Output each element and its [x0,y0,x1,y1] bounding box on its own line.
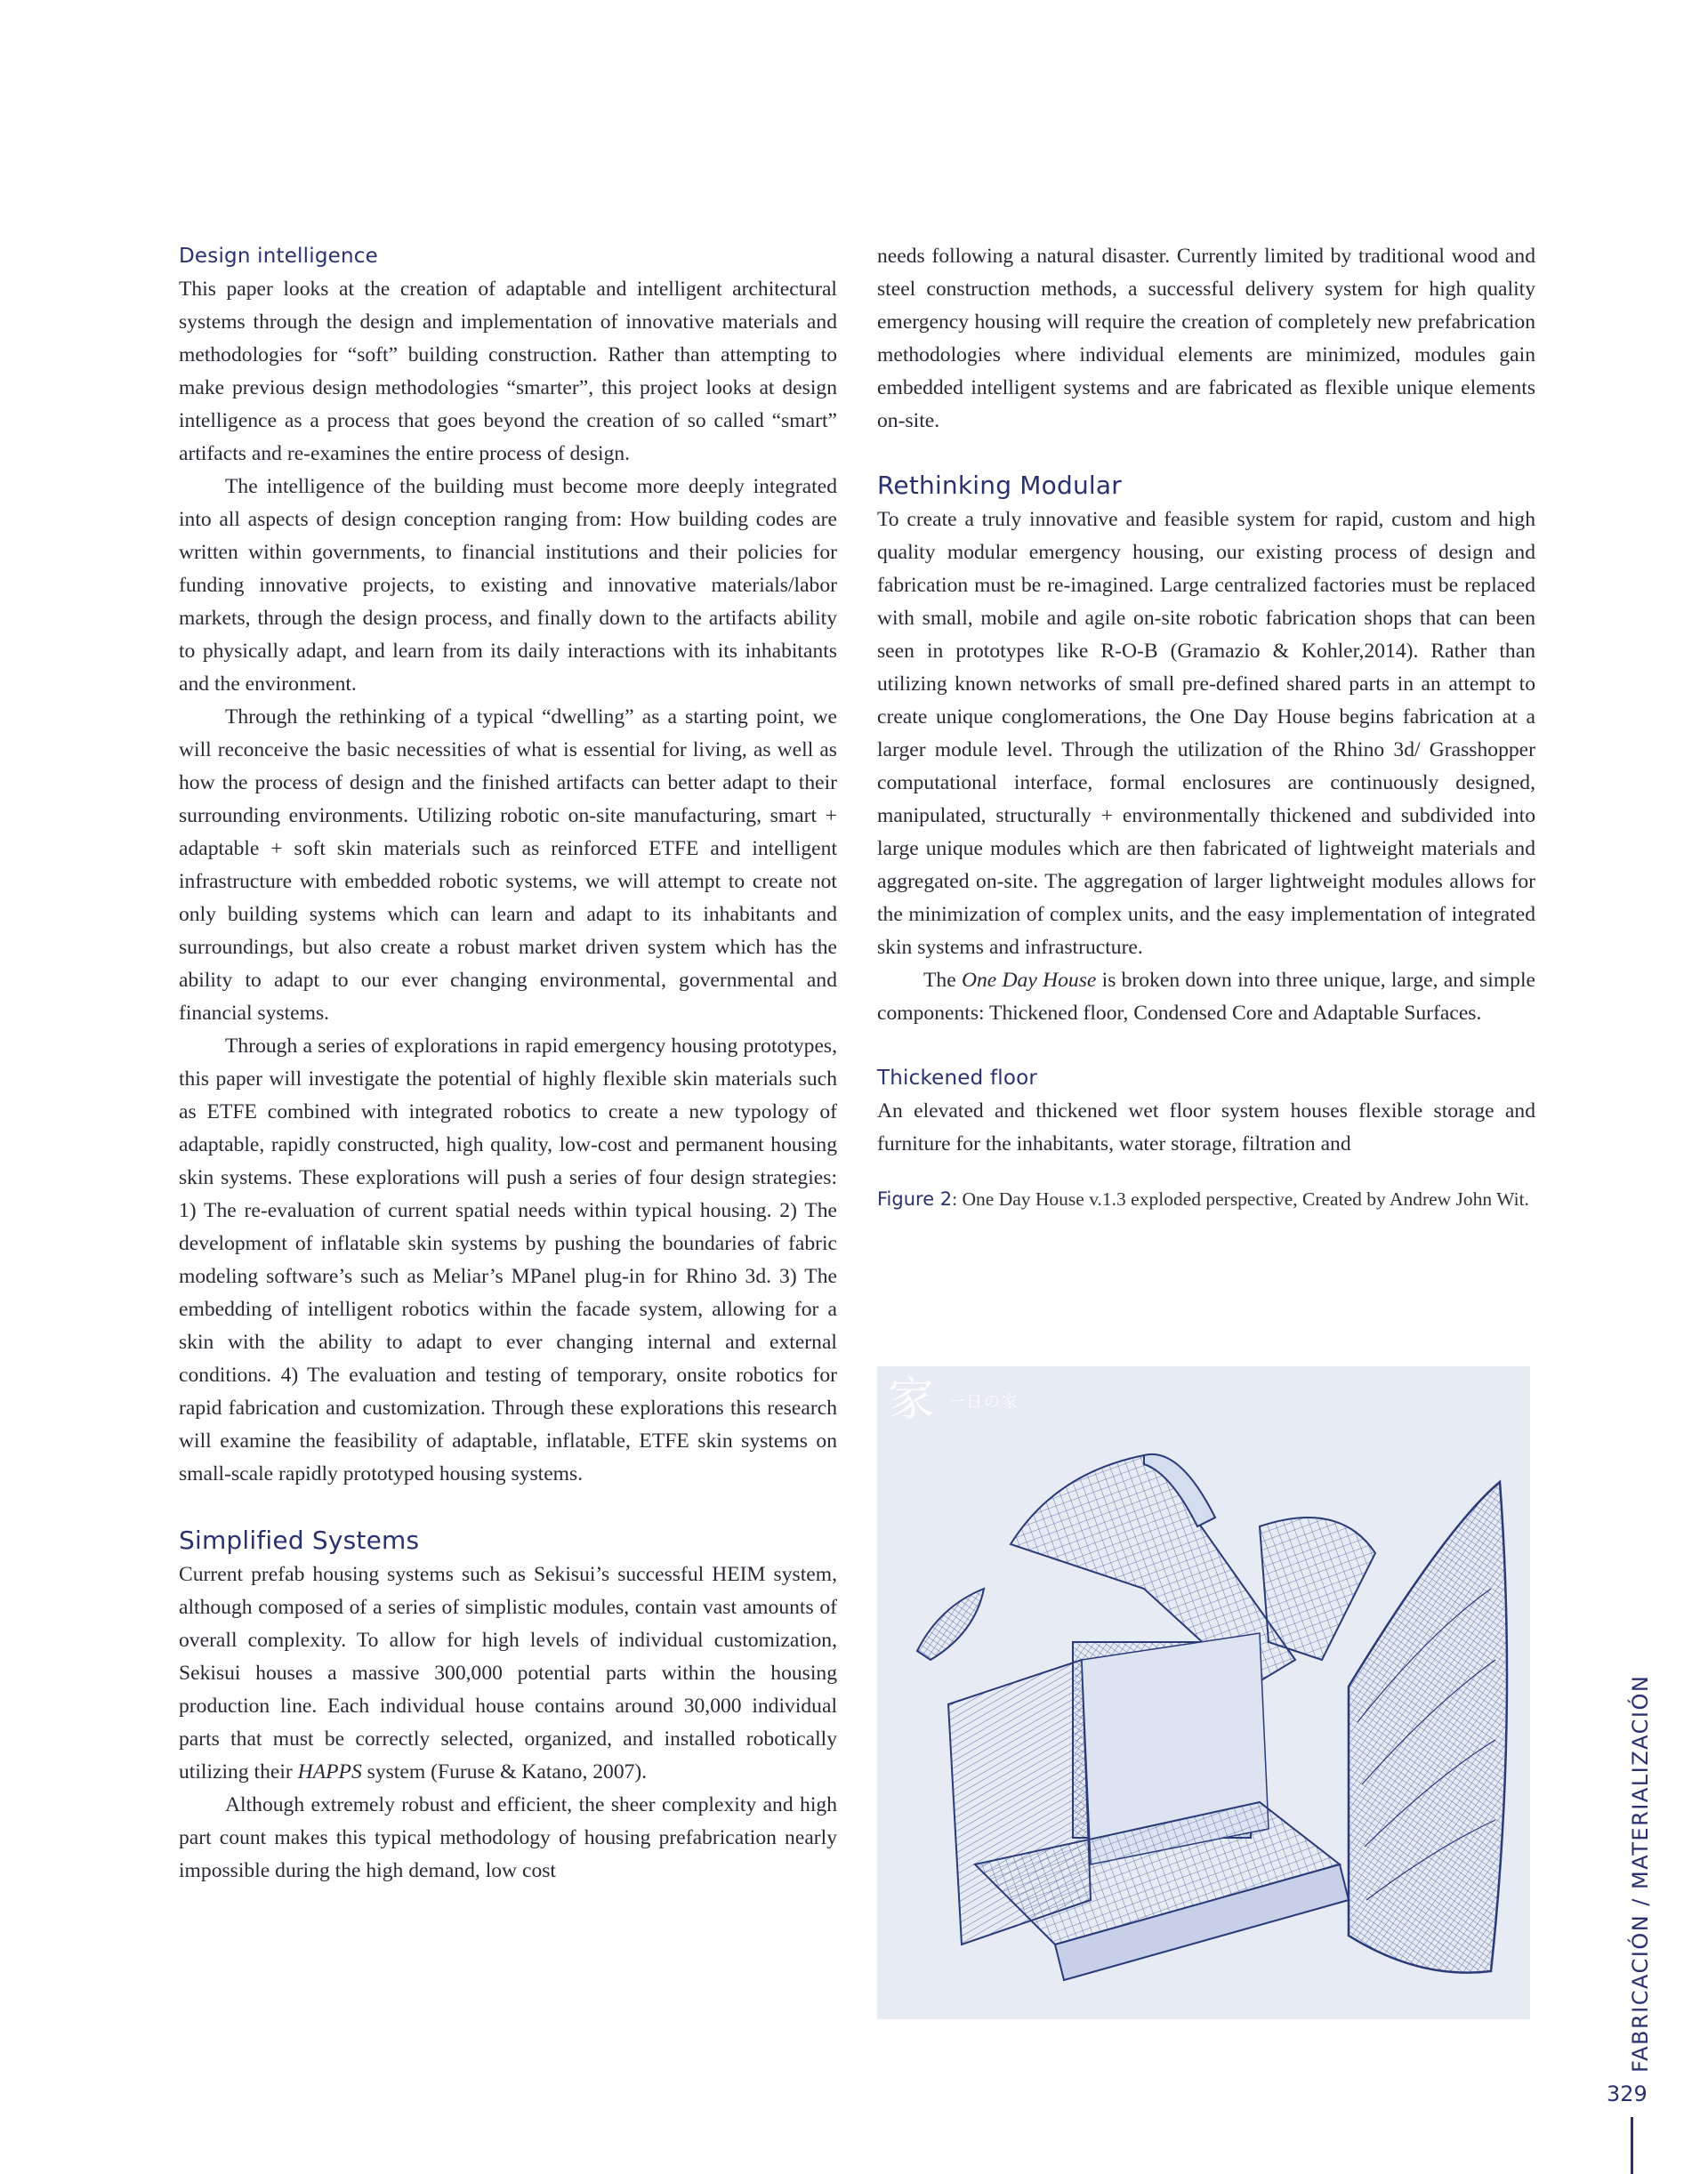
upper-shell [1260,1518,1375,1660]
paragraph [877,964,1535,1030]
section-heading-thickened-floor: Thickened floor [877,1067,1038,1090]
emphasis-text: One Day House [961,969,1097,992]
spacer [877,438,1535,468]
section-side-label: FABRICACIÓN / MATERIALIZACIÓN [1628,1674,1653,2073]
paragraph: To create a truly innovative and feasible system for rapid, custom and high quality modular emergency housing, our existing process of design and fabrication must be re-imagined. Large centralized factories must be replaced with small, mobile and agile on-site robotic fabrication shops that can been seen in prototypes like R-O-B (Gramazio & Kohler,2014). Rather than utilizing known networks of small pre-defined shared parts in an attempt to create unique conglomerations, the One Day House begins fabrication at a larger module level. Through the utilization of the Rhino 3d/ Grasshopper computational interface, formal enclosures are continuously designed, manipulated, structurally + environmentally thickened and subdivided into large unique modules which are then fabricated of lightweight materials and aggregated on-site. The aggregation of larger lightweight modules allows for the minimization of complex units, and the easy implementation of integrated skin systems and infrastructure. [877,508,1535,959]
paragraph: This paper looks at the creation of adaptable and intelligent architectural systems through the design and implementation of innovative materials and methodologies for “soft” building construction. Rather than attempting to make previous design methodologies “smarter”, this project looks at design intelligence as a process that goes beyond the creation of so called “smart” artifacts and re-examines the entire process of design. [179,278,837,465]
section-heading-rethinking-modular: Rethinking Modular [877,471,1122,500]
figure-exploded-perspective [877,1366,1530,2019]
right-column [877,240,1535,1214]
paragraph: The intelligence of the building must become more deeply integrated into all aspects of design conception ranging from: How building codes are written within governments, to financial institutions and their policies for funding innovative projects, to existing and innovative materials/labor markets, through the design process, and finally down to the artifacts ability to physically adapt, and learn from its daily interactions with its inhabitants and the environment. [179,475,837,696]
figure-label: Figure 2 [877,1188,953,1210]
section-heading-simplified-systems: Simplified Systems [179,1526,420,1555]
figure-caption [877,1184,1535,1214]
paragraph: An elevated and thickened wet floor system houses flexible storage and furniture for the inhabitants, water storage, filtration and [877,1099,1535,1155]
paragraph-text: system (Furuse & Katano, 2007). [361,1760,648,1783]
figure-watermark-mark: 家 [888,1373,935,1427]
section-heading-design-intelligence: Design intelligence [179,245,378,268]
paragraph: Through the rethinking of a typical “dwelling” as a starting point, we will reconceive the basic necessities of what is essential for living, as well as how the process of design and the finished artifacts can better adapt to their surrounding environments. Utilizing robotic on-site manufacturing, smart + adaptable + soft skin materials such as reinforced ETFE and intelligent infrastructure with embedded robotic systems, we will attempt to create not only building systems which can learn and adapt to its inhabitants and surroundings, but also create a robust market driven system which has the ability to adapt to our ever changing environmental, governmental and financial systems. [179,705,837,1025]
left-column [179,240,837,1888]
paragraph: Through a series of explorations in rapid emergency housing prototypes, this paper will investigate the potential of highly flexible skin materials such as ETFE combined with integrated robotics to create a new typology of adaptable, rapidly constructed, high quality, low-cost and permanent housing skin systems. These explorations will push a series of four design strategies: 1) The re-evaluation of current spatial needs within typical housing. 2) The development of inflatable skin systems by pushing the boundaries of fabric modeling software’s such as Meliar’s MPanel plug-in for Rhino 3d. 3) The embedding of intelligent robotics within the facade system, allowing for a skin with the ability to adapt to ever changing internal and external conditions. 4) The evaluation and testing of temporary, onsite robotics for rapid fabrication and customization. Through these explorations this research will examine the feasibility of adaptable, inflatable, ETFE skin systems on small-scale rapidly prototyped housing systems. [179,1035,837,1486]
paragraph-text: is broken down into three unique, large, and simple components: Thickened floor, Condensed Core and Adaptable Surfaces. [877,969,1536,1025]
paragraph-text: Current prefab housing systems such as Sekisui’s successful HEIM system, although composed of a series of simplistic modules, contain vast amounts of overall complexity. To allow for high levels of individual customization, Sekisui houses a massive 300,000 potential parts within the housing production line. Each individual house contains around 30,000 individual parts that must be correctly selected, organized, and installed robotically utilizing their [179,1563,837,1783]
figure-watermark-text: 一日の家 [948,1393,1019,1412]
paragraph [179,1558,837,1789]
paragraph-text: The [923,969,962,992]
spacer [877,1030,1535,1062]
paragraph: needs following a natural disaster. Currently limited by traditional wood and steel construction methods, a successful delivery system for high quality emergency housing will require the creation of completely new prefabrication methodologies where individual elements are minimized, modules gain embedded intelligent systems and are fabricated as flexible unique elements on-site. [877,245,1535,432]
floating-shard [917,1589,984,1660]
paragraph: Although extremely robust and efficient, the sheer complexity and high part count makes this typical methodology of housing prefabrication nearly impossible during the high demand, low cost [179,1793,837,1882]
house-illustration [877,1366,1530,2019]
emphasis-text: HAPPS [297,1760,362,1783]
spacer [877,1161,1535,1184]
caption-text: : One Day House v.1.3 exploded perspective, Created by Andrew John Wit. [952,1188,1529,1210]
page-number: 329 [1607,2081,1648,2106]
page-rule [1631,2117,1633,2174]
spacer [179,1491,837,1523]
